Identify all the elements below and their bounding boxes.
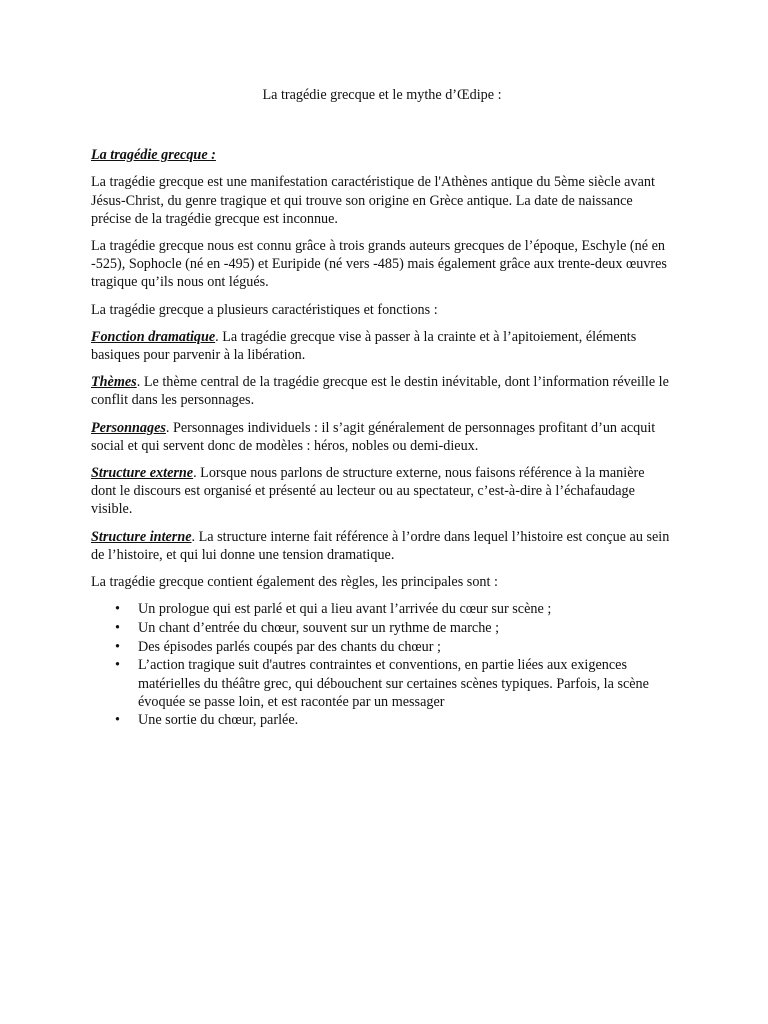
term-paragraph-personnages [91, 419, 673, 455]
term-label: Personnages [91, 419, 166, 436]
document-title: La tragédie grecque et le mythe d’Œdipe : [262, 87, 502, 103]
paragraph-characteristics: La tragédie grecque a plusieurs caractéristiques et fonctions : [91, 301, 438, 318]
bullet-icon: • [115, 619, 120, 636]
list-item [91, 656, 673, 711]
term-label: Thèmes [91, 374, 137, 391]
rules-list [91, 600, 673, 729]
term-paragraph-structure-interne [91, 528, 673, 564]
term-label: Fonction dramatique [91, 328, 216, 345]
list-item [91, 711, 673, 729]
list-item-text: Des épisodes parlés coupés par des chants du chœur ; [138, 638, 441, 655]
list-item [91, 619, 673, 637]
term-label: Structure externe [91, 465, 194, 482]
paragraph-authors: La tragédie grecque nous est connu grâce à trois grands auteurs grecques de l’époque, Eschyle (né en -525), Sophocle (né en -495) et Euripide (né vers -485) mais également grâce aux trente-deux œuvres tragique qu’ils nous ont légués. [91, 238, 667, 291]
section-heading [91, 146, 673, 164]
bullet-icon: • [115, 657, 120, 674]
paragraph-intro: La tragédie grecque est une manifestation caractéristique de l'Athènes antique du 5ème siècle avant Jésus-Christ, du genre tragique et qui trouve son origine en Grèce antique. La date de naissance précise de la tragédie grecque est inconnue. [91, 174, 655, 227]
bullet-icon: • [115, 712, 120, 729]
list-item-text: L’action tragique suit d'autres contraintes et conventions, en partie liées aux exigences matérielles du théâtre grec, qui débouchent sur certaines scènes typiques. Parfois, la scène évoquée se passe loin, et est racontée par un messager [138, 657, 649, 710]
term-label: Structure interne [91, 528, 192, 545]
term-text: . Le thème central de la tragédie grecque est le destin inévitable, dont l’information réveille le conflit dans les personnages. [91, 374, 669, 409]
paragraph-rules-intro: La tragédie grecque contient également des règles, les principales sont : [91, 574, 498, 591]
term-text: . Lorsque nous parlons de structure externe, nous faisons référence à la manière dont le discours est organisé et présenté au lecteur ou au spectateur, c’est-à-dire à l’échafaudage visible. [91, 465, 645, 518]
term-paragraph-fonction-dramatique [91, 328, 673, 364]
term-text: . Personnages individuels : il s’agit généralement de personnages profitant d’un acquit social et qui servent donc de modèles : héros, nobles ou demi-dieux. [91, 419, 656, 454]
document-body [91, 86, 673, 730]
bullet-icon: • [115, 601, 120, 618]
term-text: . La tragédie grecque vise à passer à la crainte et à l’apitoiement, éléments basiques pour parvenir à la libération. [91, 328, 637, 364]
bullet-icon: • [115, 638, 120, 655]
list-item-text: Une sortie du chœur, parlée. [138, 712, 299, 729]
list-item [91, 638, 673, 656]
list-item [91, 600, 673, 618]
term-paragraph-structure-externe [91, 464, 673, 519]
list-item-text: Un prologue qui est parlé et qui a lieu avant l’arrivée du cœur sur scène ; [138, 601, 552, 618]
list-item-text: Un chant d’entrée du chœur, souvent sur un rythme de marche ; [138, 619, 500, 636]
term-paragraph-themes [91, 373, 673, 409]
section-heading-text: La tragédie grecque : [91, 147, 216, 164]
term-text: . La structure interne fait référence à l’ordre dans lequel l’histoire est conçue au sein de l’histoire, et qui lui donne une tension dramatique. [91, 528, 670, 563]
